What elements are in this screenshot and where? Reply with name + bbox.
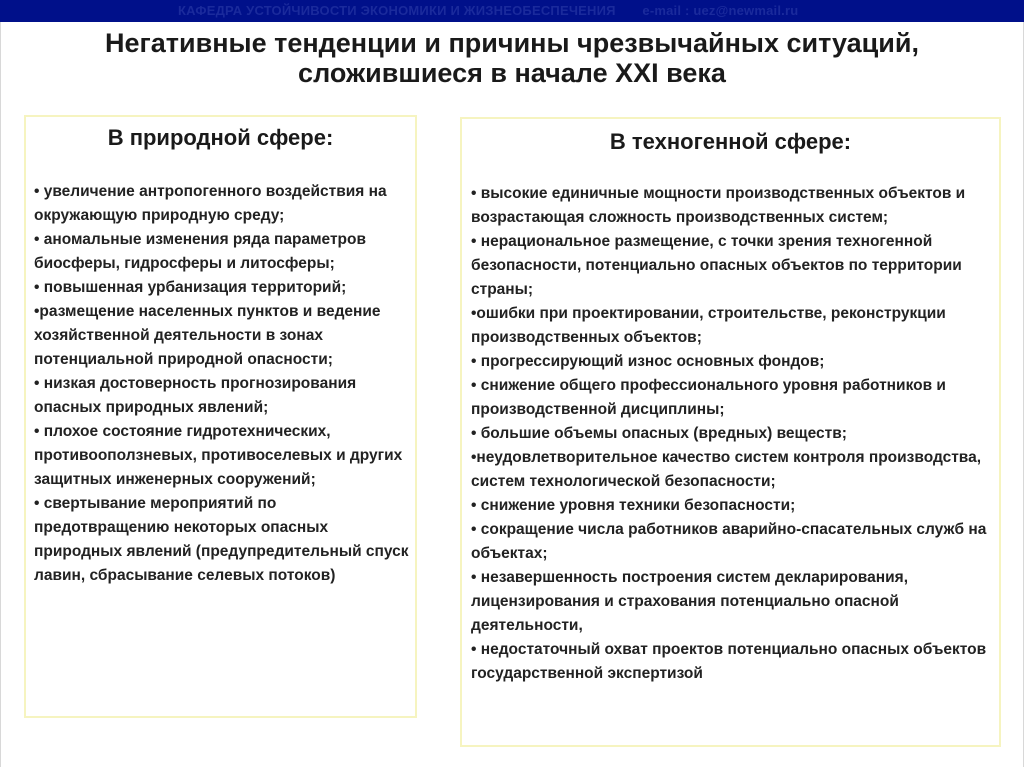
technogenic-sphere-list [462,182,999,686]
technogenic-sphere-heading: В техногенной сфере: [609,129,852,154]
slide-left-edge [0,22,1,767]
list-item: • свертывание мероприятий по предотвращению некоторых опасных природных явлений (предупредительный спуск лавин, сбрасывание селевых потоков) [34,495,409,584]
list-item: • увеличение антропогенного воздействия на окружающую природную среду; [34,183,387,224]
header-bar [0,0,1024,22]
header-department-text: КАФЕДРА УСТОЙЧИВОСТИ ЭКОНОМИКИ И ЖИЗНЕОБЕСПЕЧЕНИЯ e-mail : uez@newmail.ru [178,3,799,18]
technogenic-sphere-panel [460,117,1001,747]
list-item: • аномальные изменения ряда параметров биосферы, гидросферы и литосферы; [34,231,367,272]
list-item: • незавершенность построения систем декларирования, лицензирования и страхования потенциально опасной деятельности, [471,569,908,634]
list-item: • снижение уровня техники безопасности; [471,497,796,514]
list-item: •ошибки при проектировании, строительстве, реконструкции производственных объектов; [471,305,946,346]
natural-sphere-list [26,180,415,588]
slide-title-line-1: Негативные тенденции и причины чрезвычайных ситуаций, [105,28,919,58]
list-item: • нерациональное размещение, с точки зрения техногенной безопасности, потенциально опасных объектов по территории страны; [471,233,962,298]
slide-title [0,28,1024,88]
list-item: •размещение населенных пунктов и ведение хозяйственной деятельности в зонах потенциальной природной опасности; [34,303,381,368]
list-item: • недостаточный охват проектов потенциально опасных объектов государственной экспертизой [471,641,987,682]
list-item: • низкая достоверность прогнозирования опасных природных явлений; [34,375,357,416]
list-item: • высокие единичные мощности производственных объектов и возрастающая сложность производственных систем; [471,185,966,226]
list-item: • повышенная урбанизация территорий; [34,279,347,296]
list-item: • снижение общего профессионального уровня работников и производственной дисциплины; [471,377,946,418]
natural-sphere-panel [24,115,417,718]
list-item: • прогрессирующий износ основных фондов; [471,353,825,370]
list-item: •неудовлетворительное качество систем контроля производства, систем технологической безопасности; [471,449,982,490]
list-item: • плохое состояние гидротехнических, противооползневых, противоселевых и других защитных инженерных сооружений; [34,423,403,488]
list-item: • сокращение числа работников аварийно-спасательных служб на объектах; [471,521,987,562]
slide-title-line-2: сложившиеся в начале XXI века [298,58,726,88]
natural-sphere-heading: В природной сфере: [107,125,334,150]
list-item: • большие объемы опасных (вредных) веществ; [471,425,847,442]
